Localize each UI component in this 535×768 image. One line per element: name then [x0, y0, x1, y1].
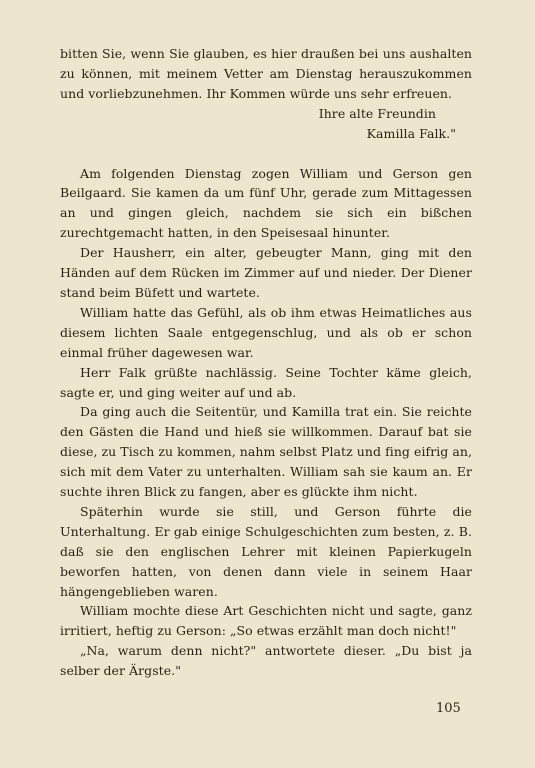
letter-body: bitten Sie, wenn Sie glauben, es hier draußen bei uns aushalten zu können, mit meinem Vetter am Dienstag herauszukommen und vorliebzunehmen. Ihr Kommen würde uns sehr erfreuen. — [60, 46, 472, 101]
paragraph: William mochte diese Art Geschichten nicht und sagte, ganz irritiert, heftig zu Gerson: „So etwas erzählt man doch nicht!" — [60, 603, 472, 639]
paragraph: Späterhin wurde sie still, und Gerson führte die Unterhaltung. Er gab einige Schulgeschichten zum besten, z. B. daß sie den englischen Lehrer mit kleinen Papierkugeln beworfen hatten, von denen dann viele in seinem Haar hängengeblieben waren. — [60, 503, 472, 599]
paragraph: Am folgenden Dienstag zogen William und Gerson gen Beilgaard. Sie kamen da um fünf Uhr, gerade zum Mittagessen an und gingen gleich, nachdem sie sich ein bißchen zurechtgemacht hatten, in den Speisesaal hinunter. — [60, 165, 472, 241]
paragraph: Der Hausherr, ein alter, gebeugter Mann, ging mit den Händen auf dem Rücken im Zimmer auf und nieder. Der Diener stand beim Büfett und wartete. — [60, 245, 472, 300]
page-text — [60, 44, 472, 681]
paragraph: William hatte das Gefühl, als ob ihm etwas Heimatliches aus diesem lichten Saale entgegenschlug, und als ob er schon einmal früher dagewesen war. — [60, 304, 472, 360]
letter-closing: Ihre alte Freundin — [318, 105, 436, 121]
page-number: 105 — [436, 701, 461, 716]
paragraph: Herr Falk grüßte nachlässig. Seine Tochter käme gleich, sagte er, und ging weiter auf und ab. — [60, 364, 472, 400]
paragraph: „Na, warum denn nicht?" antwortete dieser. „Du bist ja selber der Ärgste." — [60, 643, 472, 679]
paragraph: Da ging auch die Seitentür, und Kamilla trat ein. Sie reichte den Gästen die Hand und hieß sie willkommen. Darauf bat sie diese, zu Tisch zu kommen, nahm selbst Platz und fing eifrig an, sich mit dem Vater zu unterhalten. William sah sie kaum an. Er suchte ihren Blick zu fangen, aber es glückte ihm nicht. — [60, 404, 472, 500]
section-gap — [60, 144, 472, 164]
letter-signature: Kamilla Falk." — [366, 125, 456, 141]
